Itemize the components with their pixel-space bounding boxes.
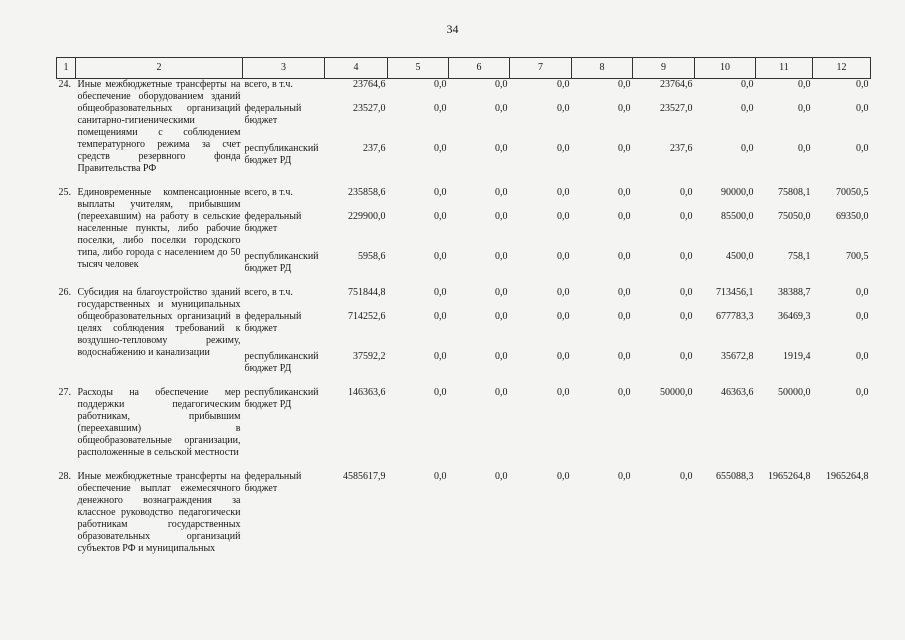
value-cell xyxy=(633,287,695,375)
amount-value: 0,0 xyxy=(434,251,447,262)
row-description: Субсидия на благоустройство зданий государственных и муниципальных общеобразовательных организаций в целях соблюдения требований к воздушно-тепловому режиму, водоснабжению и канализации xyxy=(77,287,241,358)
funding-source-cell xyxy=(243,387,325,459)
amount-value: 0,0 xyxy=(680,211,693,222)
funding-source-cell xyxy=(243,187,325,275)
amount-value: 0,0 xyxy=(495,211,508,222)
amount-value: 5958,6 xyxy=(358,251,386,262)
amount-value: 4500,0 xyxy=(726,251,754,262)
spacer-cell xyxy=(57,175,871,187)
column-header: 8 xyxy=(572,58,633,79)
amount-value: 70050,5 xyxy=(836,187,869,198)
amount-value: 0,0 xyxy=(618,471,631,482)
amount-value: 37592,2 xyxy=(353,351,386,362)
amount-value: 75808,1 xyxy=(778,187,811,198)
value-cell xyxy=(449,471,510,555)
value-cell xyxy=(572,79,633,176)
amount-value: 229900,0 xyxy=(348,211,386,222)
column-header: 3 xyxy=(243,58,325,79)
funding-source: федеральный бюджет xyxy=(244,311,302,334)
value-cell xyxy=(325,79,388,176)
amount-value: 0,0 xyxy=(557,103,570,114)
amount-value: 700,5 xyxy=(846,251,869,262)
funding-source: всего, в т.ч. xyxy=(244,187,293,198)
amount-value: 90000,0 xyxy=(721,187,754,198)
amount-value: 36469,3 xyxy=(778,311,811,322)
value-cell xyxy=(813,187,871,275)
funding-source: всего, в т.ч. xyxy=(244,79,293,90)
amount-value: 0,0 xyxy=(495,251,508,262)
value-cell xyxy=(449,187,510,275)
funding-source: федеральный бюджет xyxy=(244,471,302,494)
funding-source-cell xyxy=(243,287,325,375)
amount-value: 0,0 xyxy=(557,79,570,90)
amount-value: 23527,0 xyxy=(660,103,693,114)
row-spacer xyxy=(57,175,871,187)
table-row xyxy=(57,471,871,555)
table-row xyxy=(57,287,871,375)
value-cell xyxy=(695,287,756,375)
column-header: 6 xyxy=(449,58,510,79)
column-header: 2 xyxy=(76,58,243,79)
funding-source: всего, в т.ч. xyxy=(244,287,293,298)
value-cell xyxy=(813,79,871,176)
amount-value: 0,0 xyxy=(618,251,631,262)
amount-value: 46363,6 xyxy=(721,387,754,398)
funding-source: федеральный бюджет xyxy=(244,103,302,126)
amount-value: 1965264,8 xyxy=(768,471,811,482)
value-cell xyxy=(388,471,449,555)
amount-value: 1965264,8 xyxy=(826,471,869,482)
amount-value: 69350,0 xyxy=(836,211,869,222)
amount-value: 0,0 xyxy=(434,103,447,114)
amount-value: 0,0 xyxy=(434,287,447,298)
row-description: Расходы на обеспечение мер поддержки педагогическим работникам, прибывшим (переехавшим) в общеобразовательные организации, расположенные в сельской местности xyxy=(77,387,241,458)
amount-value: 0,0 xyxy=(680,187,693,198)
amount-value: 0,0 xyxy=(618,79,631,90)
value-cell xyxy=(756,387,813,459)
value-cell xyxy=(695,387,756,459)
amount-value: 0,0 xyxy=(856,143,869,154)
value-cell xyxy=(572,287,633,375)
row-spacer xyxy=(57,375,871,387)
amount-value: 0,0 xyxy=(856,287,869,298)
row-number: 25. xyxy=(58,187,71,198)
amount-value: 0,0 xyxy=(557,471,570,482)
amount-value: 0,0 xyxy=(741,143,754,154)
amount-value: 0,0 xyxy=(434,143,447,154)
amount-value: 0,0 xyxy=(680,251,693,262)
amount-value: 35672,8 xyxy=(721,351,754,362)
amount-value: 655088,3 xyxy=(716,471,754,482)
amount-value: 38388,7 xyxy=(778,287,811,298)
value-cell xyxy=(695,187,756,275)
value-cell xyxy=(388,287,449,375)
amount-value: 237,6 xyxy=(670,143,693,154)
value-cell xyxy=(510,79,572,176)
amount-value: 0,0 xyxy=(557,251,570,262)
amount-value: 0,0 xyxy=(618,211,631,222)
amount-value: 23764,6 xyxy=(660,79,693,90)
table-row xyxy=(57,187,871,275)
value-cell xyxy=(325,187,388,275)
row-number: 27. xyxy=(58,387,71,398)
amount-value: 0,0 xyxy=(618,287,631,298)
amount-value: 0,0 xyxy=(680,351,693,362)
value-cell xyxy=(756,187,813,275)
value-cell xyxy=(756,471,813,555)
amount-value: 0,0 xyxy=(434,311,447,322)
row-description: Иные межбюджетные трансферты на обеспечение выплат ежемесячного денежного вознаграждения за классное руководство педагогически работникам государственных образовательных организаций субъектов РФ и муниципальных xyxy=(77,471,241,554)
amount-value: 0,0 xyxy=(856,311,869,322)
amount-value: 0,0 xyxy=(618,187,631,198)
amount-value: 23764,6 xyxy=(353,79,386,90)
budget-table xyxy=(56,57,871,555)
column-header: 1 xyxy=(57,58,76,79)
amount-value: 0,0 xyxy=(618,103,631,114)
value-cell xyxy=(695,471,756,555)
amount-value: 0,0 xyxy=(557,287,570,298)
amount-value: 0,0 xyxy=(434,351,447,362)
amount-value: 0,0 xyxy=(495,471,508,482)
amount-value: 0,0 xyxy=(856,387,869,398)
value-cell xyxy=(388,387,449,459)
amount-value: 0,0 xyxy=(856,79,869,90)
amount-value: 0,0 xyxy=(680,287,693,298)
funding-source: республиканский бюджет РД xyxy=(244,251,319,274)
value-cell xyxy=(510,471,572,555)
value-cell xyxy=(388,187,449,275)
value-cell xyxy=(813,471,871,555)
value-cell xyxy=(325,387,388,459)
column-header: 5 xyxy=(388,58,449,79)
amount-value: 0,0 xyxy=(495,187,508,198)
row-spacer xyxy=(57,275,871,287)
amount-value: 0,0 xyxy=(741,103,754,114)
amount-value: 0,0 xyxy=(495,387,508,398)
row-number: 26. xyxy=(58,287,71,298)
amount-value: 4585617,9 xyxy=(343,471,386,482)
value-cell xyxy=(633,471,695,555)
amount-value: 0,0 xyxy=(495,287,508,298)
funding-source-cell xyxy=(243,79,325,176)
amount-value: 0,0 xyxy=(495,351,508,362)
amount-value: 0,0 xyxy=(680,471,693,482)
value-cell xyxy=(633,79,695,176)
value-cell xyxy=(510,287,572,375)
column-header: 7 xyxy=(510,58,572,79)
amount-value: 0,0 xyxy=(434,387,447,398)
table-row xyxy=(57,387,871,459)
amount-value: 0,0 xyxy=(495,103,508,114)
amount-value: 0,0 xyxy=(434,79,447,90)
amount-value: 677783,3 xyxy=(716,311,754,322)
amount-value: 0,0 xyxy=(618,351,631,362)
amount-value: 0,0 xyxy=(680,311,693,322)
spacer-cell xyxy=(57,459,871,471)
amount-value: 146363,6 xyxy=(348,387,386,398)
row-spacer xyxy=(57,459,871,471)
amount-value: 0,0 xyxy=(557,387,570,398)
amount-value: 0,0 xyxy=(618,143,631,154)
amount-value: 0,0 xyxy=(798,143,811,154)
value-cell xyxy=(756,79,813,176)
value-cell xyxy=(572,471,633,555)
amount-value: 0,0 xyxy=(856,103,869,114)
column-header: 10 xyxy=(695,58,756,79)
row-number: 24. xyxy=(58,79,71,90)
amount-value: 1919,4 xyxy=(783,351,811,362)
value-cell xyxy=(813,287,871,375)
amount-value: 0,0 xyxy=(434,471,447,482)
amount-value: 714252,6 xyxy=(348,311,386,322)
value-cell xyxy=(756,287,813,375)
value-cell xyxy=(325,287,388,375)
amount-value: 0,0 xyxy=(557,187,570,198)
amount-value: 751844,8 xyxy=(348,287,386,298)
value-cell xyxy=(325,471,388,555)
value-cell xyxy=(449,79,510,176)
row-description: Единовременные компенсационные выплаты учителям, прибывшим (переехавшим) на работу в сельские населенные пункты, либо рабочие поселки, либо поселки городского типа, либо города с населением до 50 тысяч человек xyxy=(77,187,241,270)
table-row xyxy=(57,79,871,176)
amount-value: 0,0 xyxy=(557,351,570,362)
value-cell xyxy=(633,387,695,459)
amount-value: 235858,6 xyxy=(348,187,386,198)
amount-value: 0,0 xyxy=(618,311,631,322)
spacer-cell xyxy=(57,375,871,387)
column-header: 11 xyxy=(756,58,813,79)
amount-value: 713456,1 xyxy=(716,287,754,298)
value-cell xyxy=(388,79,449,176)
value-cell xyxy=(695,79,756,176)
value-cell xyxy=(510,187,572,275)
funding-source: республиканский бюджет РД xyxy=(244,387,319,410)
value-cell xyxy=(449,387,510,459)
funding-source: федеральный бюджет xyxy=(244,211,302,234)
row-description: Иные межбюджетные трансферты на обеспечение оборудованием зданий общеобразовательных организаций санитарно-гигиеническими помещениями с соблюдением температурного режима за счет средств резервного фонда Правительства РФ xyxy=(77,79,241,174)
amount-value: 0,0 xyxy=(495,143,508,154)
funding-source: республиканский бюджет РД xyxy=(244,351,319,374)
spacer-cell xyxy=(57,275,871,287)
column-header: 4 xyxy=(325,58,388,79)
amount-value: 0,0 xyxy=(434,187,447,198)
row-number: 28. xyxy=(58,471,71,482)
amount-value: 0,0 xyxy=(557,143,570,154)
funding-source-cell xyxy=(243,471,325,555)
amount-value: 50000,0 xyxy=(660,387,693,398)
amount-value: 23527,0 xyxy=(353,103,386,114)
amount-value: 0,0 xyxy=(495,311,508,322)
amount-value: 0,0 xyxy=(557,211,570,222)
amount-value: 0,0 xyxy=(798,103,811,114)
amount-value: 0,0 xyxy=(618,387,631,398)
value-cell xyxy=(449,287,510,375)
header-row xyxy=(57,58,871,79)
amount-value: 50000,0 xyxy=(778,387,811,398)
column-header: 9 xyxy=(633,58,695,79)
amount-value: 0,0 xyxy=(557,311,570,322)
amount-value: 0,0 xyxy=(798,79,811,90)
amount-value: 0,0 xyxy=(434,211,447,222)
funding-source: республиканский бюджет РД xyxy=(244,143,319,166)
amount-value: 0,0 xyxy=(856,351,869,362)
value-cell xyxy=(510,387,572,459)
amount-value: 85500,0 xyxy=(721,211,754,222)
value-cell xyxy=(572,387,633,459)
page-number: 34 xyxy=(446,22,459,36)
amount-value: 758,1 xyxy=(788,251,811,262)
value-cell xyxy=(572,187,633,275)
column-header: 12 xyxy=(813,58,871,79)
value-cell xyxy=(813,387,871,459)
amount-value: 75050,0 xyxy=(778,211,811,222)
value-cell xyxy=(633,187,695,275)
amount-value: 0,0 xyxy=(741,79,754,90)
amount-value: 237,6 xyxy=(363,143,386,154)
amount-value: 0,0 xyxy=(495,79,508,90)
